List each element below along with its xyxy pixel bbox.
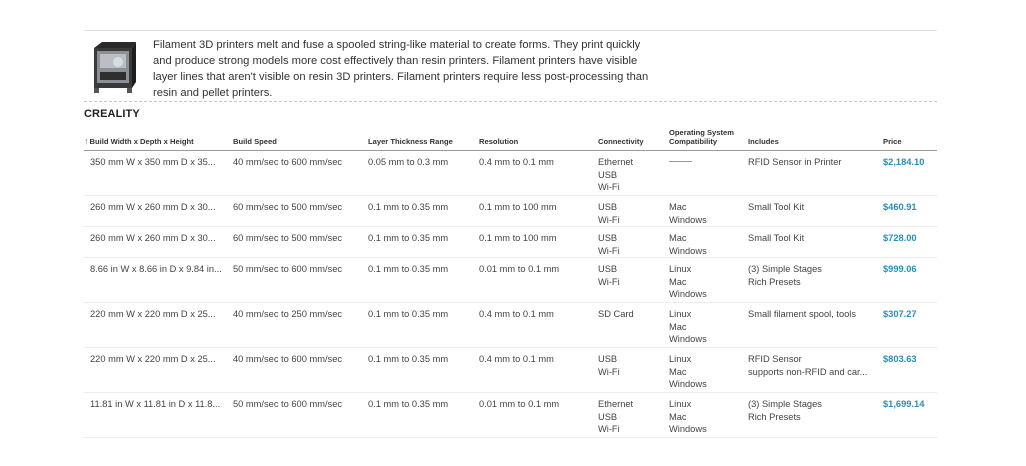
cell-connectivity bbox=[598, 151, 669, 196]
cell-connectivity-item: Ethernet bbox=[598, 399, 634, 409]
cell-os-compatibility-item: Windows bbox=[669, 424, 707, 434]
cell-price bbox=[883, 227, 937, 258]
cell-price bbox=[883, 348, 937, 393]
cell-os-compatibility-item: Linux bbox=[669, 264, 692, 274]
cell-includes bbox=[748, 227, 883, 258]
cell-layer-thickness: 0.1 mm to 0.35 mm bbox=[368, 393, 479, 438]
cell-os-compatibility-item: Mac bbox=[669, 276, 687, 287]
cell-includes bbox=[748, 151, 883, 196]
cell-resolution: 0.1 mm to 100 mm bbox=[479, 196, 598, 227]
cell-includes-item: Rich Presets bbox=[748, 276, 801, 287]
cell-includes bbox=[748, 348, 883, 393]
price-link[interactable]: $307.27 bbox=[883, 309, 917, 319]
cell-connectivity bbox=[598, 393, 669, 438]
cell-includes bbox=[748, 196, 883, 227]
cell-build-speed: 60 mm/sec to 500 mm/sec bbox=[233, 196, 368, 227]
cell-os-compatibility-item: Linux bbox=[669, 354, 692, 364]
table-row[interactable] bbox=[84, 303, 937, 348]
price-link[interactable]: $2,184.10 bbox=[883, 157, 925, 167]
cell-price bbox=[883, 151, 937, 196]
cell-os-compatibility-item: Linux bbox=[669, 309, 692, 319]
cell-price bbox=[883, 196, 937, 227]
cell-connectivity bbox=[598, 196, 669, 227]
cell-connectivity bbox=[598, 348, 669, 393]
cell-connectivity-item: Wi-Fi bbox=[598, 276, 620, 287]
cell-connectivity-item: Wi-Fi bbox=[598, 366, 620, 377]
table-row[interactable] bbox=[84, 151, 937, 196]
cell-connectivity-item: USB bbox=[598, 411, 618, 422]
cell-layer-thickness: 0.1 mm to 0.35 mm bbox=[368, 348, 479, 393]
cell-connectivity bbox=[598, 303, 669, 348]
cell-os-compatibility-item: Mac bbox=[669, 366, 687, 377]
cell-layer-thickness: 0.1 mm to 0.35 mm bbox=[368, 303, 479, 348]
cell-resolution: 0.4 mm to 0.1 mm bbox=[479, 303, 598, 348]
column-header-resolution[interactable]: Resolution bbox=[479, 128, 598, 151]
cell-build-size: 220 mm W x 220 mm D x 25... bbox=[84, 348, 233, 393]
cell-os-compatibility-item: Windows bbox=[669, 289, 707, 299]
cell-layer-thickness: 0.05 mm to 0.3 mm bbox=[368, 151, 479, 196]
price-link[interactable]: $803.63 bbox=[883, 354, 917, 364]
cell-includes-item: Small filament spool, tools bbox=[748, 309, 856, 319]
table-row[interactable] bbox=[84, 196, 937, 227]
cell-includes-item: supports non-RFID and car... bbox=[748, 366, 868, 377]
top-divider bbox=[84, 30, 937, 31]
cell-build-speed: 50 mm/sec to 600 mm/sec bbox=[233, 393, 368, 438]
cell-connectivity-item: Wi-Fi bbox=[598, 182, 620, 192]
column-header-connectivity[interactable]: Connectivity bbox=[598, 128, 669, 151]
cell-os-compatibility bbox=[669, 303, 748, 348]
cell-os-compatibility-item: Mac bbox=[669, 233, 687, 243]
cell-os-compatibility-item: Windows bbox=[669, 245, 707, 256]
cell-os-compatibility-item: Mac bbox=[669, 411, 687, 422]
cell-connectivity bbox=[598, 227, 669, 258]
cell-price bbox=[883, 393, 937, 438]
cell-price bbox=[883, 258, 937, 303]
table-row[interactable] bbox=[84, 393, 937, 438]
cell-includes-item: RFID Sensor bbox=[748, 354, 802, 364]
cell-os-compatibility bbox=[669, 258, 748, 303]
price-link[interactable]: $1,699.14 bbox=[883, 399, 925, 409]
cell-build-speed: 40 mm/sec to 600 mm/sec bbox=[233, 348, 368, 393]
cell-resolution: 0.01 mm to 0.1 mm bbox=[479, 258, 598, 303]
cell-os-compatibility-item: Mac bbox=[669, 202, 687, 212]
brand-heading: CREALITY bbox=[84, 108, 140, 120]
filament-3d-printer-image bbox=[88, 40, 140, 94]
cell-resolution: 0.01 mm to 0.1 mm bbox=[479, 393, 598, 438]
cell-os-compatibility-item: Linux bbox=[669, 399, 692, 409]
cell-os-compatibility bbox=[669, 348, 748, 393]
cell-build-speed: 40 mm/sec to 600 mm/sec bbox=[233, 151, 368, 196]
cell-layer-thickness: 0.1 mm to 0.35 mm bbox=[368, 227, 479, 258]
table-body bbox=[84, 151, 937, 438]
cell-connectivity-item: Wi-Fi bbox=[598, 424, 620, 434]
cell-connectivity-item: Ethernet bbox=[598, 157, 634, 167]
cell-resolution: 0.4 mm to 0.1 mm bbox=[479, 151, 598, 196]
cell-layer-thickness: 0.1 mm to 0.35 mm bbox=[368, 196, 479, 227]
cell-includes-item: Small Tool Kit bbox=[748, 233, 805, 243]
category-intro bbox=[84, 37, 937, 97]
cell-build-speed: 40 mm/sec to 250 mm/sec bbox=[233, 303, 368, 348]
sort-ascending-arrow-icon[interactable]: ↑ bbox=[84, 136, 89, 146]
cell-build-size: 11.81 in W x 11.81 in D x 11.8... bbox=[84, 393, 233, 438]
cell-os-compatibility bbox=[669, 393, 748, 438]
column-header-build-speed[interactable]: Build Speed bbox=[233, 128, 368, 151]
cell-connectivity-item: USB bbox=[598, 202, 618, 212]
cell-os-compatibility bbox=[669, 196, 748, 227]
cell-os-compatibility bbox=[669, 151, 748, 196]
cell-os-compatibility-item: Windows bbox=[669, 334, 707, 344]
cell-includes bbox=[748, 393, 883, 438]
dashed-divider bbox=[84, 101, 937, 102]
cell-build-size: 350 mm W x 350 mm D x 35... bbox=[84, 151, 233, 196]
cell-build-speed: 60 mm/sec to 500 mm/sec bbox=[233, 227, 368, 258]
cell-connectivity-item: USB bbox=[598, 264, 618, 274]
cell-connectivity-item: USB bbox=[598, 169, 618, 180]
table-header-row bbox=[84, 128, 937, 151]
cell-os-compatibility bbox=[669, 227, 748, 258]
table-row[interactable] bbox=[84, 348, 937, 393]
cell-connectivity-item: Wi-Fi bbox=[598, 214, 620, 225]
price-link[interactable]: $460.91 bbox=[883, 202, 917, 212]
cell-build-size: 260 mm W x 260 mm D x 30... bbox=[84, 196, 233, 227]
cell-build-size: 260 mm W x 260 mm D x 30... bbox=[84, 227, 233, 258]
cell-includes-item: (3) Simple Stages bbox=[748, 264, 822, 274]
price-link[interactable]: $999.06 bbox=[883, 264, 917, 274]
cell-connectivity bbox=[598, 258, 669, 303]
column-header-layer-thickness[interactable]: Layer Thickness Range bbox=[368, 128, 479, 151]
column-header-os-compatibility[interactable]: Operating System Compatibility bbox=[669, 128, 748, 151]
cell-resolution: 0.1 mm to 100 mm bbox=[479, 227, 598, 258]
cell-price bbox=[883, 303, 937, 348]
cell-includes-item: (3) Simple Stages bbox=[748, 399, 822, 409]
cell-connectivity-item: SD Card bbox=[598, 309, 634, 319]
cell-os-compatibility-item: Windows bbox=[669, 214, 707, 225]
cell-connectivity-item: Wi-Fi bbox=[598, 245, 620, 256]
cell-os-compatibility-item: Windows bbox=[669, 379, 707, 389]
cell-build-size: 8.66 in W x 8.66 in D x 9.84 in... bbox=[84, 258, 233, 303]
cell-includes bbox=[748, 258, 883, 303]
column-header-build-size[interactable]: ↑Build Width x Depth x Height bbox=[84, 128, 233, 151]
cell-includes bbox=[748, 303, 883, 348]
cell-includes-item: Rich Presets bbox=[748, 411, 801, 422]
price-link[interactable]: $728.00 bbox=[883, 233, 917, 243]
column-header-includes[interactable]: Includes bbox=[748, 128, 883, 151]
cell-build-size: 220 mm W x 220 mm D x 25... bbox=[84, 303, 233, 348]
cell-resolution: 0.4 mm to 0.1 mm bbox=[479, 348, 598, 393]
product-comparison-table bbox=[84, 128, 937, 438]
cell-connectivity-item: USB bbox=[598, 354, 618, 364]
cell-layer-thickness: 0.1 mm to 0.35 mm bbox=[368, 258, 479, 303]
cell-os-compatibility-item: Mac bbox=[669, 321, 687, 332]
column-header-price[interactable]: Price bbox=[883, 128, 937, 151]
category-description: Filament 3D printers melt and fuse a spooled string-like material to create forms. They print quickly and produce strong models more cost effectively than resin printers. Filament printers have visible layer lines that aren't visible on resin 3D printers. Filament printers require less post-processing than resin and pellet printers. bbox=[153, 39, 649, 99]
cell-includes-item: Small Tool Kit bbox=[748, 202, 805, 212]
table-row[interactable] bbox=[84, 258, 937, 303]
cell-build-speed: 50 mm/sec to 600 mm/sec bbox=[233, 258, 368, 303]
table-row[interactable] bbox=[84, 227, 937, 258]
cell-connectivity-item: USB bbox=[598, 233, 618, 243]
empty-value-dash bbox=[669, 161, 692, 162]
cell-includes-item: RFID Sensor in Printer bbox=[748, 157, 842, 167]
